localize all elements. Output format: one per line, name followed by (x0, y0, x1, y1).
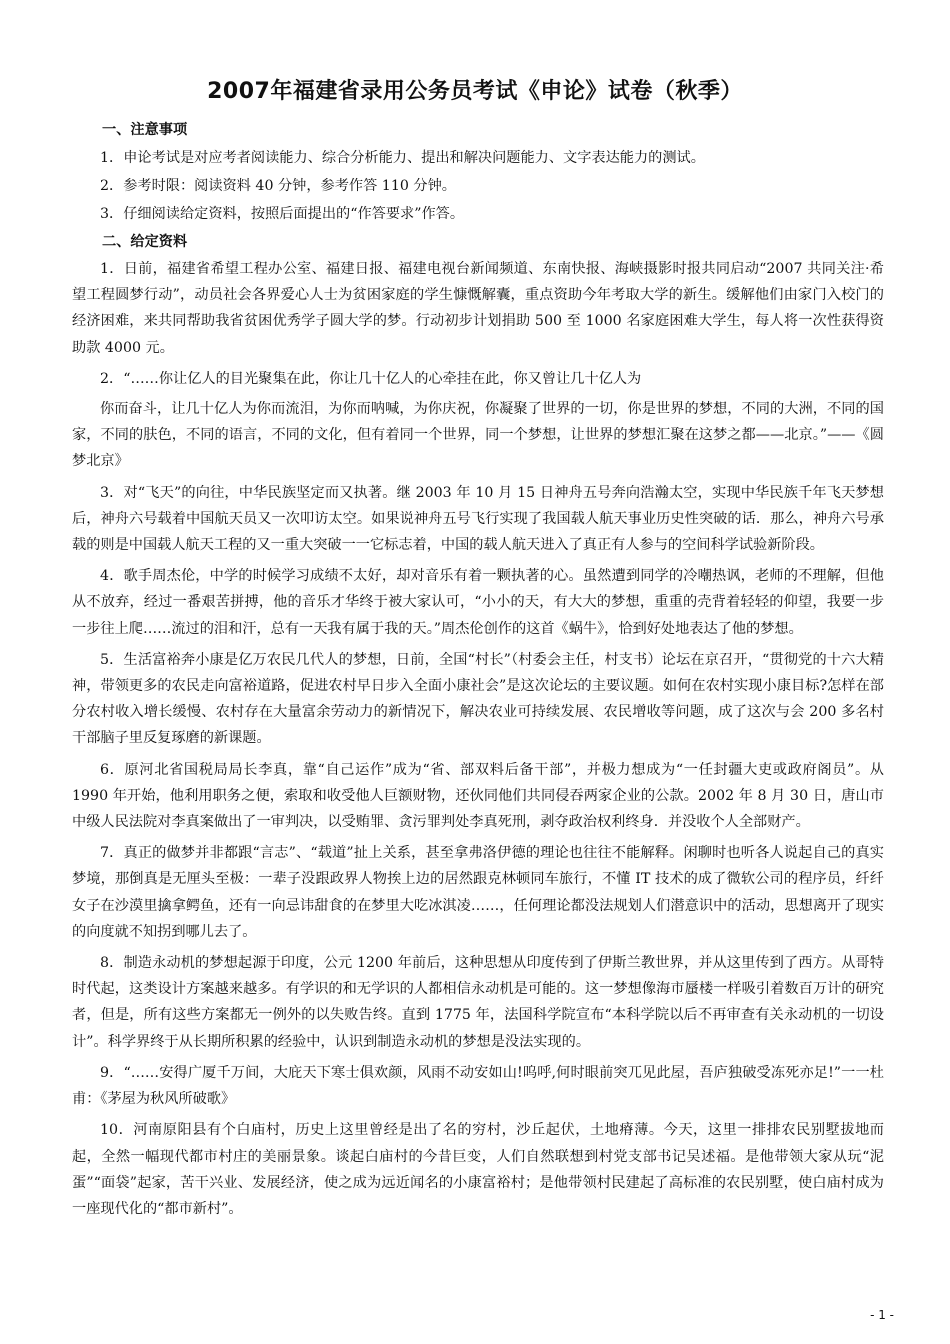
section-heading-notes: 一、注意事项 (102, 122, 188, 138)
section-heading-materials: 二、给定资料 (102, 234, 188, 250)
material-paragraph-10: 10．河南原阳县有个白庙村，历史上这里曾经是出了名的穷村，沙丘起伏，土地瘠薄。今天，这里一排排农民别墅拔地而起，全然一幅现代都市村庄的美丽景象。谈起白庙村的今昔巨变，人们自然联想到村党支部书记吴述福。是他带领大家从玩“泥蛋”“面袋”起家，苦干兴业、发展经济，使之成为远近闻名的小康富裕村；是他带领村民建起了高标准的农民别墅，使白庙村成为一座现代化的“都市新村”。 (72, 1122, 884, 1217)
material-paragraph-1: 1．日前，福建省希望工程办公室、福建日报、福建电视台新闻频道、东南快报、海峡摄影时报共同启动“2007 共同关注·希望工程圆梦行动”，动员社会各界爱心人士为贫困家庭的学生慷慨解囊，重点资助今年考取大学的新生。缓解他们由家门入校门的经济困难，来共同帮助我省贫困优秀学子圆大学的梦。行动初步计划捐助 500 至 1000 名家庭困难大学生，每人将一次性获得资助款 4000 元。 (72, 261, 884, 356)
document-body (72, 116, 884, 1227)
page-number: - 1 - (870, 1308, 894, 1322)
material-paragraph-2-continued: 你而奋斗，让几十亿人为你而流泪，为你而呐喊，为你庆祝，你凝聚了世界的一切，你是世界的梦想，不同的大洲，不同的国家，不同的肤色，不同的语言，不同的文化，但有着同一个世界，同一个梦想，让世界的梦想汇聚在这梦之都——北京。”——《圆梦北京》 (72, 401, 884, 470)
material-paragraph-5: 5．生活富裕奔小康是亿万农民几代人的梦想，日前，全国“村长”（村委会主任，村支书）论坛在京召开，“贯彻党的十六大精神，带领更多的农民走向富裕道路，促进农村早日步入全面小康社会”是这次论坛的主要议题。如何在农村实现小康目标?怎样在部分农村收入增长缓慢、农村存在大量富余劳动力的新情况下，解决农业可持续发展、农民增收等问题，成了这次与会 200 多名村干部脑子里反复琢磨的新课题。 (72, 651, 884, 747)
note-item: 2．参考时限：阅读资料 40 分钟，参考作答 110 分钟。 (100, 178, 456, 194)
material-paragraph-3: 3．对“飞天”的向往，中华民族坚定而又执著。继 2003 年 10 月 15 日神舟五号奔向浩瀚太空，实现中华民族千年飞天梦想后，神舟六号载着中国航天员又一次叩访太空。如果说神舟五号飞行实现了我国载人航天事业历史性突破的话．那么，神舟六号承载的则是中国载人航天工程的又一重大突破一一它标志着，中国的载人航天进入了真正有人参与的空间科学试验新阶段。 (72, 484, 884, 554)
material-paragraph-7: 7．真正的做梦并非都跟“言志”、“载道”扯上关系，甚至拿弗洛伊德的理论也往往不能解释。闲聊时也听各人说起自己的真实梦境，那倒真是无厘头至极：一辈子没跟政界人物挨上边的居然跟克林顿同车旅行，不懂 IT 技术的成了微软公司的程序员，纤纤女子在沙漠里擒拿鳄鱼，还有一向忌讳甜食的在梦里大吃冰淇凌……，任何理论都没法规划人们潜意识中的活动，思想离开了现实的向度就不知拐到哪儿去了。 (72, 845, 884, 940)
material-paragraph-6: 6．原河北省国税局局长李真，靠“自己运作”成为“省、部双料后备干部”，并极力想成为“一任封疆大吏或政府阁员”。从 1990 年开始，他利用职务之便，索取和收受他人巨额财物，还伙同他们共同侵吞两家企业的公款。2002 年 8 月 30 日，唐山市中级人民法院对李真案做出了一审判决，以受贿罪、贪污罪判处李真死刑，剥夺政治权利终身．并没收个人全部财产。 (72, 761, 884, 831)
material-paragraph-2: 2．“……你让亿人的目光聚集在此，你让几十亿人的心牵挂在此，你又曾让几十亿人为 (100, 370, 642, 387)
material-paragraph-8: 8．制造永动机的梦想起源于印度，公元 1200 年前后，这种思想从印度传到了伊斯兰教世界，并从这里传到了西方。从哥特时代起，这类设计方案越来越多。有学识的和无学识的人都相信永动机是可能的。这一梦想像海市蜃楼一样吸引着数百万计的研究者，但是，所有这些方案都无一例外的以失败告终。直到 1775 年，法国科学院宣布“本科学院以后不再审查有关永动机的一切设计”。科学界终于从长期所积累的经验中，认识到制造永动机的梦想是没法实现的。 (72, 955, 884, 1050)
note-item: 1．申论考试是对应考者阅读能力、综合分析能力、提出和解决问题能力、文字表达能力的测试。 (100, 150, 705, 166)
page-title: 2007年福建省录用公务员考试《申论》试卷（秋季） (207, 79, 743, 104)
material-paragraph-4: 4．歌手周杰伦，中学的时候学习成绩不太好，却对音乐有着一颗执著的心。虽然遭到同学的冷嘲热讽，老师的不理解，但他从不放弃，经过一番艰苦拼搏，他的音乐才华终于被大家认可，“小小的天，有大大的梦想，重重的壳背着轻轻的仰望，我要一步一步往上爬……流过的泪和汗，总有一天我有属于我的天。”周杰伦创作的这首《蜗牛》，恰到好处地表达了他的梦想。 (72, 568, 884, 637)
note-item: 3．仔细阅读给定资料，按照后面提出的“作答要求”作答。 (100, 206, 465, 222)
material-paragraph-9: 9．“……安得广厦千万间，大庇天下寒士俱欢颜，风雨不动安如山!呜呼,何时眼前突兀见此屋，吾庐独破受冻死亦足!”一一杜甫：《茅屋为秋风所破歌》 (72, 1064, 884, 1108)
